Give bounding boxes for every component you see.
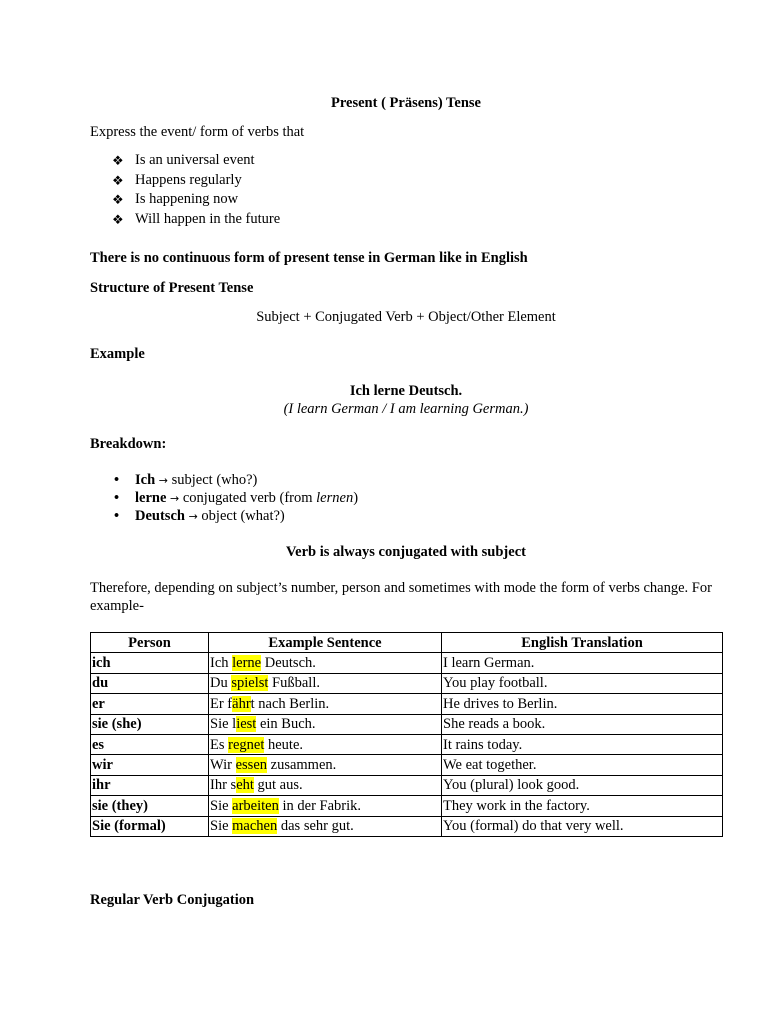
table-row bbox=[91, 775, 723, 795]
list-item bbox=[90, 471, 722, 489]
breakdown-desc: subject (who?) bbox=[168, 472, 258, 488]
example-text: Sie bbox=[210, 818, 233, 835]
table-row bbox=[91, 796, 723, 816]
translation-cell: I learn German. bbox=[442, 653, 723, 673]
example-text: Sie bbox=[210, 797, 233, 814]
bullet-dot-icon: • bbox=[114, 472, 120, 488]
regular-verb-heading: Regular Verb Conjugation bbox=[90, 892, 255, 908]
diamond-bullet-icon: ❖ bbox=[112, 211, 124, 227]
highlighted-verb: spielst bbox=[231, 675, 269, 692]
example-text: in der Fabrik. bbox=[278, 797, 362, 814]
example-cell bbox=[209, 775, 442, 795]
example-text: Ihr s bbox=[210, 777, 237, 794]
column-header-example: Example Sentence bbox=[209, 633, 442, 653]
breakdown-desc: object (what?) bbox=[197, 508, 285, 524]
translation-cell: You (plural) look good. bbox=[442, 775, 723, 795]
example-cell bbox=[209, 673, 442, 693]
translation-cell: You play football. bbox=[442, 673, 723, 693]
conjugation-note: Verb is always conjugated with subject bbox=[286, 544, 526, 560]
highlighted-verb: essen bbox=[235, 757, 268, 774]
breakdown-term: Deutsch bbox=[135, 508, 185, 524]
list-item bbox=[90, 171, 722, 191]
list-item bbox=[90, 190, 722, 210]
breakdown-list bbox=[90, 471, 722, 525]
right-arrow-icon: → bbox=[170, 492, 180, 505]
breakdown-heading: Breakdown: bbox=[90, 436, 167, 452]
example-text: gut aus. bbox=[253, 777, 303, 794]
example-text: Du bbox=[210, 675, 232, 692]
example-text: t nach Berlin. bbox=[250, 695, 330, 712]
person-cell: wir bbox=[91, 755, 209, 775]
highlighted-verb: ähr bbox=[232, 695, 251, 712]
example-text: Sie l bbox=[210, 716, 237, 733]
translation-cell: They work in the factory. bbox=[442, 796, 723, 816]
example-text: Es bbox=[210, 736, 229, 753]
example-sentence: Ich lerne Deutsch. bbox=[349, 383, 463, 399]
table-row bbox=[91, 755, 723, 775]
list-item-text: Is an universal event bbox=[135, 152, 255, 168]
highlighted-verb: eht bbox=[236, 777, 254, 794]
example-text: Er f bbox=[210, 695, 233, 712]
structure-formula: Subject + Conjugated Verb + Object/Other Element bbox=[256, 309, 556, 325]
right-arrow-icon: → bbox=[188, 510, 198, 523]
example-text: Fußball. bbox=[268, 675, 320, 692]
breakdown-infinitive: lernen bbox=[316, 490, 354, 506]
table-row bbox=[91, 714, 723, 734]
uses-list bbox=[90, 151, 722, 229]
example-cell bbox=[209, 755, 442, 775]
column-header-translation: English Translation bbox=[442, 633, 723, 653]
conjugation-table bbox=[90, 632, 723, 837]
diamond-bullet-icon: ❖ bbox=[112, 192, 124, 207]
person-cell: es bbox=[91, 734, 209, 754]
breakdown-desc-end: ) bbox=[353, 490, 359, 506]
person-cell: Sie (formal) bbox=[91, 816, 209, 836]
translation-cell: You (formal) do that very well. bbox=[442, 816, 723, 836]
translation-cell: We eat together. bbox=[442, 755, 723, 775]
example-cell bbox=[209, 653, 442, 673]
person-cell: ihr bbox=[91, 775, 209, 795]
example-text: Deutsch. bbox=[261, 655, 316, 672]
example-text: zusammen. bbox=[267, 757, 337, 774]
list-item-text: Is happening now bbox=[135, 191, 239, 207]
no-continuous-note: There is no continuous form of present tense in German like in English bbox=[90, 250, 528, 266]
breakdown-term: lerne bbox=[135, 490, 167, 506]
table-row bbox=[91, 653, 723, 673]
bullet-dot-icon: • bbox=[114, 490, 120, 506]
table-row bbox=[91, 694, 723, 714]
highlighted-verb: iest bbox=[236, 716, 257, 733]
diamond-bullet-icon: ❖ bbox=[112, 153, 124, 168]
breakdown-desc: conjugated verb (from bbox=[179, 490, 317, 506]
structure-heading: Structure of Present Tense bbox=[90, 280, 254, 296]
translation-cell: It rains today. bbox=[442, 734, 723, 754]
intro-text: Express the event/ form of verbs that bbox=[90, 124, 305, 140]
example-text: das sehr gut. bbox=[277, 818, 354, 835]
person-cell: ich bbox=[91, 653, 209, 673]
example-translation: (I learn German / I am learning German.) bbox=[283, 401, 529, 417]
page-title: Present ( Präsens) Tense bbox=[331, 95, 481, 111]
table-row bbox=[91, 734, 723, 754]
list-item bbox=[90, 151, 722, 171]
right-arrow-icon: → bbox=[158, 474, 168, 487]
highlighted-verb: regnet bbox=[228, 736, 265, 753]
highlighted-verb: arbeiten bbox=[232, 797, 279, 814]
column-header-person: Person bbox=[91, 633, 209, 653]
highlighted-verb: lerne bbox=[232, 655, 262, 672]
example-cell bbox=[209, 816, 442, 836]
person-cell: sie (they) bbox=[91, 796, 209, 816]
person-cell: er bbox=[91, 694, 209, 714]
example-cell bbox=[209, 694, 442, 714]
highlighted-verb: machen bbox=[232, 818, 278, 835]
example-text: ein Buch. bbox=[256, 716, 316, 733]
example-cell bbox=[209, 796, 442, 816]
list-item bbox=[90, 489, 722, 507]
example-heading: Example bbox=[90, 346, 145, 362]
example-text: heute. bbox=[264, 736, 304, 753]
bullet-dot-icon: • bbox=[114, 508, 120, 524]
list-item bbox=[90, 210, 722, 230]
table-row bbox=[91, 673, 723, 693]
example-text: Wir bbox=[210, 757, 236, 774]
diamond-bullet-icon: ❖ bbox=[112, 172, 124, 188]
list-item-text: Happens regularly bbox=[135, 171, 242, 188]
table-row bbox=[91, 816, 723, 836]
breakdown-term: Ich bbox=[135, 472, 156, 488]
translation-cell: She reads a book. bbox=[442, 714, 723, 734]
translation-cell: He drives to Berlin. bbox=[442, 694, 723, 714]
list-item bbox=[90, 507, 722, 525]
example-cell bbox=[209, 714, 442, 734]
therefore-paragraph: Therefore, depending on subject’s number, person and sometimes with mode the form of verbs change. For example- bbox=[90, 580, 712, 614]
example-text: Ich bbox=[210, 655, 233, 672]
example-cell bbox=[209, 734, 442, 754]
list-item-text: Will happen in the future bbox=[135, 210, 281, 227]
person-cell: du bbox=[91, 673, 209, 693]
person-cell: sie (she) bbox=[91, 714, 209, 734]
table-header-row bbox=[91, 633, 723, 653]
